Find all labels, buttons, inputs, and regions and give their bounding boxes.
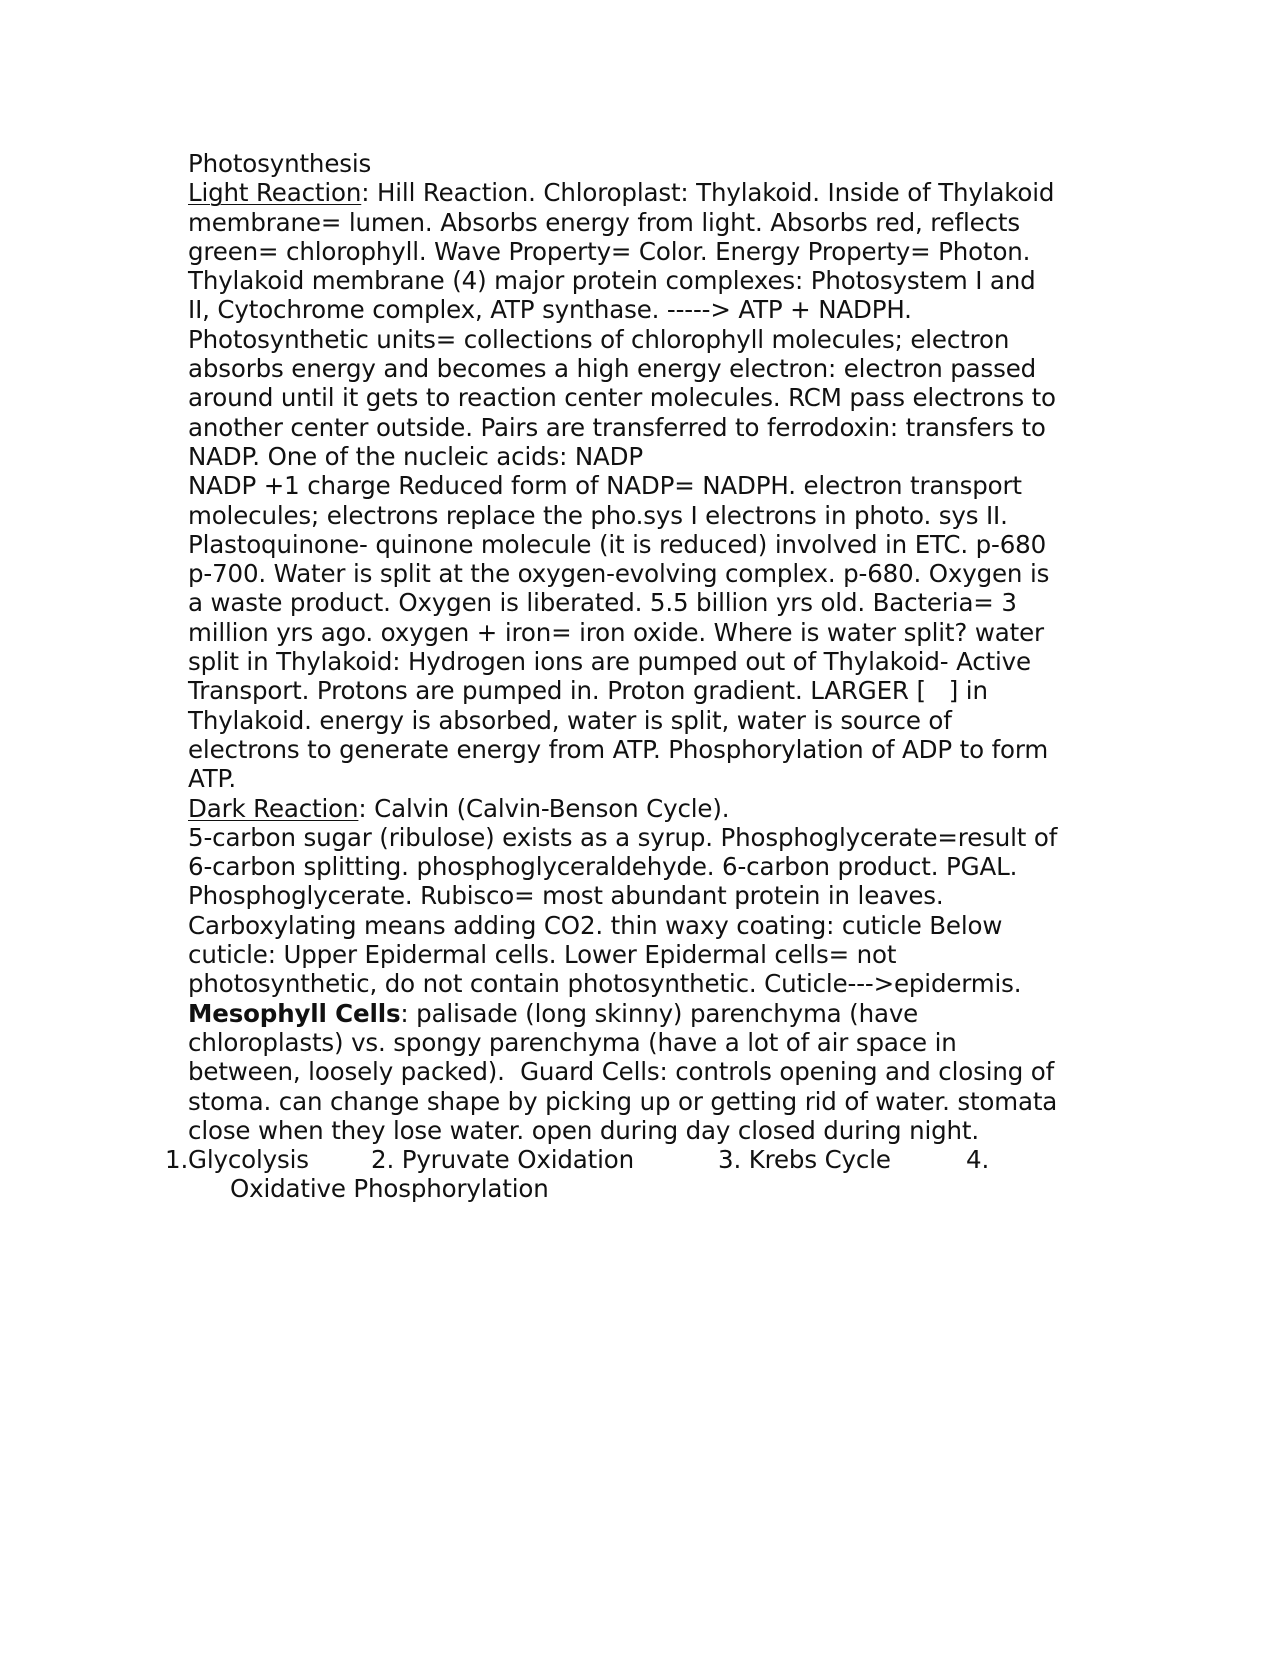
dark-reaction-line: cuticle: Upper Epidermal cells. Lower Epidermal cells= not — [188, 940, 897, 970]
dark-reaction-line: photosynthetic, do not contain photosynthetic. Cuticle--->epidermis. — [188, 969, 1022, 999]
light-reaction-line: absorbs energy and becomes a high energy electron: electron passed — [188, 354, 1037, 384]
light-reaction-line: Thylakoid. energy is absorbed, water is split, water is source of — [188, 705, 952, 735]
mesophyll-text: : palisade (long skinny) parenchyma (have — [400, 998, 919, 1028]
mesophyll-first-line — [188, 999, 1108, 1028]
list-item-glycolysis: Glycolysis — [188, 1145, 309, 1175]
light-reaction-line: a waste product. Oxygen is liberated. 5.5 billion yrs old. Bacteria= 3 — [188, 588, 1017, 618]
light-reaction-line: membrane= lumen. Absorbs energy from light. Absorbs red, reflects — [188, 207, 1020, 237]
dark-reaction-first-line — [188, 794, 1108, 823]
list-item-number: 4. — [966, 1145, 990, 1175]
dark-reaction-text: : Calvin (Calvin-Benson Cycle). — [358, 793, 730, 823]
dark-reaction-line: 6-carbon splitting. phosphoglyceraldehyde. 6-carbon product. PGAL. — [188, 852, 1018, 882]
light-reaction-text: : Hill Reaction. Chloroplast: Thylakoid. Inside of Thylakoid — [361, 178, 1055, 208]
document-body — [165, 149, 1108, 1204]
list-item-number: 1. — [165, 1145, 189, 1175]
steps-list-row — [165, 1145, 1108, 1175]
light-reaction-line: NADP. One of the nucleic acids: NADP — [188, 441, 644, 471]
light-reaction-line: around until it gets to reaction center molecules. RCM pass electrons to — [188, 383, 1056, 413]
document-title: Photosynthesis — [188, 149, 372, 178]
mesophyll-line: between, loosely packed). Guard Cells: controls opening and closing of — [188, 1057, 1055, 1087]
mesophyll-line: chloroplasts) vs. spongy parenchyma (have a lot of air space in — [188, 1027, 957, 1057]
light-reaction-heading: Light Reaction — [188, 178, 362, 208]
light-reaction-line: Transport. Protons are pumped in. Proton gradient. LARGER [ ] in — [188, 676, 988, 706]
light-reaction-line: p-700. Water is split at the oxygen-evolving complex. p-680. Oxygen is — [188, 559, 1050, 589]
light-reaction-line: ATP. — [188, 764, 236, 794]
light-reaction-line: molecules; electrons replace the pho.sys I electrons in photo. sys II. — [188, 500, 1008, 530]
light-reaction-line: Photosynthetic units= collections of chlorophyll molecules; electron — [188, 324, 1010, 354]
list-item-pyruvate-oxidation: 2. Pyruvate Oxidation — [371, 1145, 634, 1175]
light-reaction-line: Plastoquinone- quinone molecule (it is reduced) involved in ETC. p-680 — [188, 529, 1047, 559]
list-item-oxidative-phosphorylation: Oxidative Phosphorylation — [230, 1174, 549, 1204]
mesophyll-heading: Mesophyll Cells — [188, 998, 401, 1028]
mesophyll-line: stoma. can change shape by picking up or getting rid of water. stomata — [188, 1086, 1058, 1116]
light-reaction-line: split in Thylakoid: Hydrogen ions are pumped out of Thylakoid- Active — [188, 647, 1031, 677]
dark-reaction-line: Carboxylating means adding CO2. thin waxy coating: cuticle Below — [188, 910, 1003, 940]
mesophyll-line: close when they lose water. open during day closed during night. — [188, 1115, 979, 1145]
light-reaction-line: electrons to generate energy from ATP. Phosphorylation of ADP to form — [188, 734, 1049, 764]
steps-list-row-continued — [188, 1174, 1108, 1203]
dark-reaction-line: Phosphoglycerate. Rubisco= most abundant protein in leaves. — [188, 881, 944, 911]
light-reaction-line: another center outside. Pairs are transferred to ferrodoxin: transfers to — [188, 412, 1046, 442]
light-reaction-line: NADP +1 charge Reduced form of NADP= NADPH. electron transport — [188, 471, 1022, 501]
light-reaction-line: II, Cytochrome complex, ATP synthase. -----> ATP + NADPH. — [188, 295, 912, 325]
light-reaction-line: green= chlorophyll. Wave Property= Color. Energy Property= Photon. — [188, 236, 1031, 266]
dark-reaction-line: 5-carbon sugar (ribulose) exists as a syrup. Phosphoglycerate=result of — [188, 822, 1058, 852]
light-reaction-line: Thylakoid membrane (4) major protein complexes: Photosystem I and — [188, 266, 1036, 296]
list-item-krebs-cycle: 3. Krebs Cycle — [718, 1145, 891, 1175]
dark-reaction-heading: Dark Reaction — [188, 793, 359, 823]
light-reaction-line: million yrs ago. oxygen + iron= iron oxide. Where is water split? water — [188, 617, 1044, 647]
light-reaction-first-line — [188, 178, 1108, 207]
